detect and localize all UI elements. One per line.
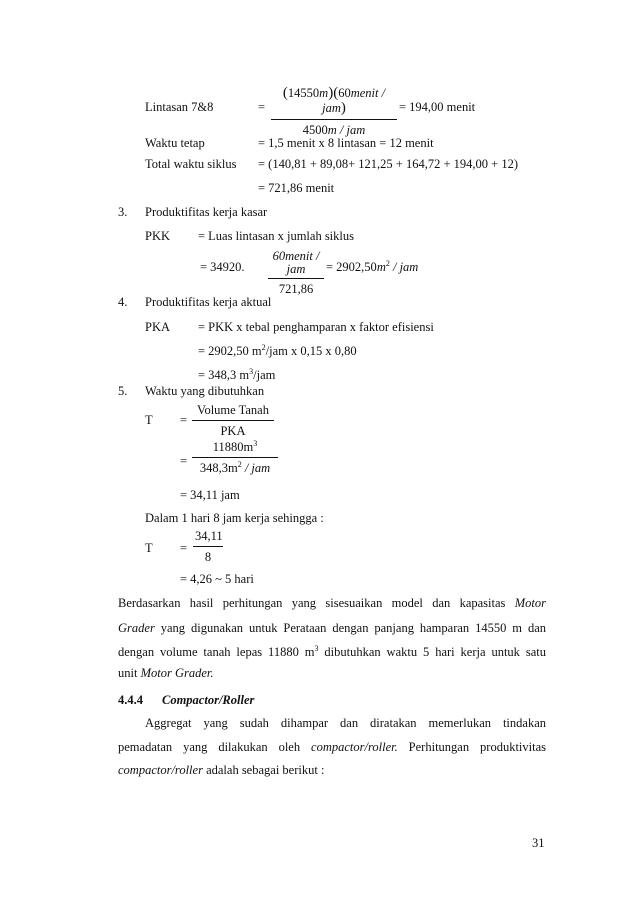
waktu-tetap-value: = 1,5 menit x 8 lintasan = 12 menit — [258, 136, 434, 150]
section3-title: Produktifitas kerja kasar — [145, 205, 268, 219]
pka-label: PKA — [145, 320, 171, 334]
section5-title: Waktu yang dibutuhkan — [145, 384, 265, 398]
lintasan-fraction-numerator: (14550m)(60menit / jam) — [282, 85, 386, 116]
t-fraction-values-denominator: $348,3m^2$ / jam — [199, 459, 271, 475]
t-fraction-values-numerator: $11880m^3$ — [212, 439, 258, 454]
paragraph1-line1: Berdasarkan hasil perhitungan yang sisesuaikan model dan kapasitas Motor — [118, 596, 546, 610]
t2-fraction — [193, 530, 223, 563]
pka-line2: = 2902,50 $m^2$/jam x 0,15 x 0,80 — [198, 343, 357, 358]
paragraph1-line2: Grader yang digunakan untuk Perataan dengan panjang hamparan 14550 m dan — [118, 621, 546, 635]
pkk-result: = $2902,50m^2$ / jam — [326, 259, 419, 274]
lintasan-label: Lintasan 7&8 — [145, 100, 214, 114]
t-fraction-values — [192, 441, 278, 474]
t2-fraction-denominator: 8 — [204, 549, 212, 564]
t2-result-hari: = 4,26 ~ 5 hari — [180, 572, 254, 586]
total-waktu-label: Total waktu siklus — [145, 157, 237, 171]
waktu-tetap-label: Waktu tetap — [145, 136, 205, 150]
lintasan-fraction-denominator: 4500m / jam — [302, 123, 366, 137]
t-fraction-volume-numerator: Volume Tanah — [197, 403, 269, 417]
dalam-text: Dalam 1 hari 8 jam kerja sehingga : — [145, 511, 324, 525]
paragraph2-line1: Aggregat yang sudah dihampar dan diratakan memerlukan tindakan — [145, 716, 546, 730]
t2-fraction-numerator: 34,11 — [195, 529, 223, 543]
pka-line3: = 348,3 $m^3$/jam — [198, 367, 276, 382]
t-result-jam: = 34,11 jam — [180, 488, 240, 502]
page-number: 31 — [532, 836, 545, 850]
lintasan-equals: = — [258, 100, 266, 114]
t-equals-1: = — [180, 413, 188, 427]
lintasan-fraction — [271, 86, 397, 137]
pkk-label: PKK — [145, 229, 171, 243]
paragraph2-line2: pemadatan yang dilakukan oleh compactor/roller. Perhitungan produktivitas — [118, 740, 547, 754]
t2-equals: = — [180, 541, 188, 555]
section5-number: 5. — [118, 384, 128, 398]
t-equals-2: = — [180, 454, 188, 468]
heading-title: Compactor/Roller — [162, 693, 255, 707]
total-waktu-result: = 721,86 menit — [258, 181, 335, 195]
pkk-fraction-numerator: 60menit / jam — [272, 249, 320, 276]
paragraph1-line4: unit Motor Grader. — [118, 666, 214, 680]
heading-number: 4.4.4 — [118, 693, 143, 707]
pkk-formula: = Luas lintasan x jumlah siklus — [198, 229, 354, 243]
paragraph2-line3: compactor/roller adalah sebagai berikut : — [118, 763, 325, 777]
section4-number: 4. — [118, 295, 128, 309]
pkk-eq-lead: = 34920. — [200, 260, 245, 274]
lintasan-result: = 194,00 menit — [399, 100, 476, 114]
t2-label: T — [145, 541, 153, 555]
section3-number: 3. — [118, 205, 128, 219]
section4-title: Produktifitas kerja aktual — [145, 295, 272, 309]
pkk-fraction — [268, 250, 324, 296]
total-waktu-value: = (140,81 + 89,08+ 121,25 + 164,72 + 194,00 + 12) — [258, 157, 518, 171]
t-fraction-volume — [192, 404, 274, 437]
pka-formula: = PKK x tebal penghamparan x faktor efisiensi — [198, 320, 434, 334]
t-fraction-volume-denominator: PKA — [220, 423, 246, 438]
t-label: T — [145, 413, 153, 427]
pkk-fraction-denominator: 721,86 — [278, 282, 314, 296]
paragraph1-line3: dengan volume tanah lepas 11880 $m^3$ dibutuhkan waktu 5 hari kerja untuk satu — [118, 644, 546, 659]
